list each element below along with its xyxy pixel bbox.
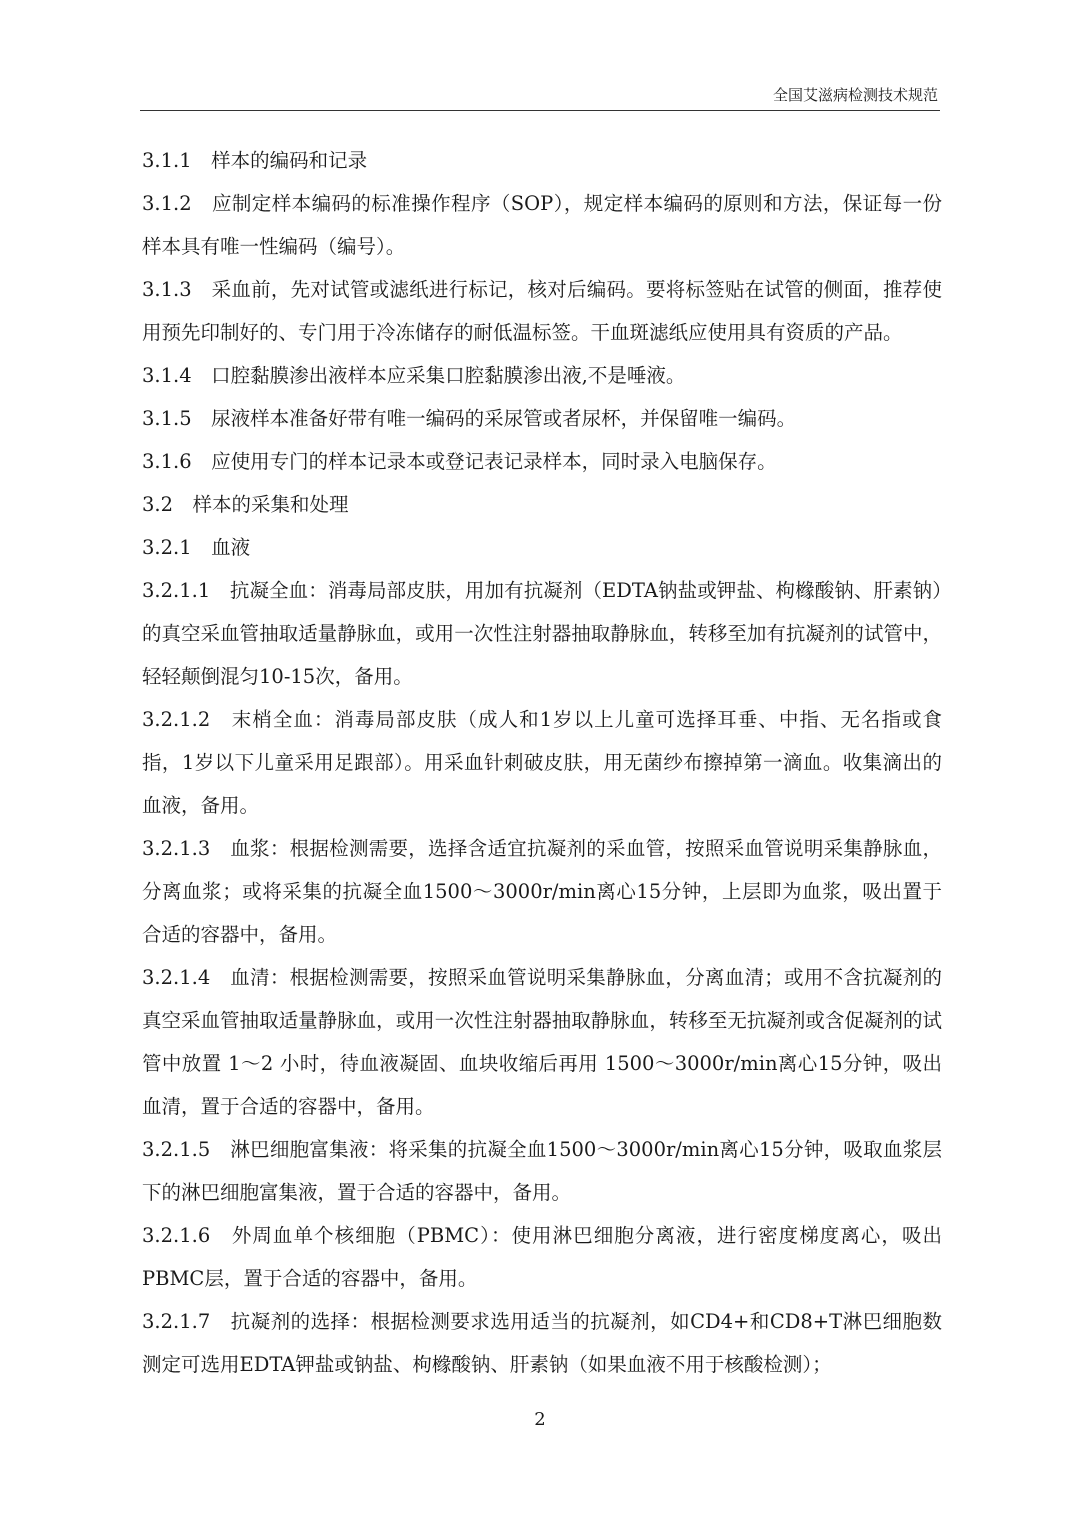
section-3-2-1-1: 3.2.1.1 抗凝全血：消毒局部皮肤，用加有抗凝剂（EDTA钠盐或钾盐、枸橼酸钠、肝素钠）的真空采血管抽取适量静脉血，或用一次性注射器抽取静脉血，转移至加有抗凝剂的试管中，轻轻颠倒混匀10-15次，备用。 <box>142 579 942 688</box>
section-3-2-1-3: 3.2.1.3 血浆：根据检测需要，选择含适宜抗凝剂的采血管，按照采血管说明采集静脉血，分离血浆；或将采集的抗凝全血1500～3000r/min离心15分钟，上层即为血浆，吸出置于合适的容器中，备用。 <box>142 837 942 946</box>
section-3-1-1: 3.1.1 样本的编码和记录 <box>142 149 368 172</box>
running-header: 全国艾滋病检测技术规范 <box>772 86 938 104</box>
section-3-2-1-4: 3.2.1.4 血清：根据检测需要，按照采血管说明采集静脉血，分离血清；或用不含抗凝剂的真空采血管抽取适量静脉血，或用一次性注射器抽取静脉血，转移至无抗凝剂或含促凝剂的试管中放置 1～2 小时，待血液凝固、血块收缩后再用 1500～3000r/min离心15分钟，吸出血清，置于合适的容器中，备用。 <box>142 966 942 1118</box>
header-rule <box>140 110 940 111</box>
section-3-1-6: 3.1.6 应使用专门的样本记录本或登记表记录样本，同时录入电脑保存。 <box>142 450 777 473</box>
section-3-2-heading: 3.2 样本的采集和处理 <box>142 493 349 516</box>
section-3-2-1-heading: 3.2.1 血液 <box>142 536 251 559</box>
page-number: 2 <box>534 1409 546 1430</box>
section-3-1-4: 3.1.4 口腔黏膜渗出液样本应采集口腔黏膜渗出液,不是唾液。 <box>142 364 686 387</box>
section-3-2-1-6: 3.2.1.6 外周血单个核细胞（PBMC）：使用淋巴细胞分离液，进行密度梯度离心，吸出PBMC层，置于合适的容器中，备用。 <box>142 1224 942 1290</box>
section-3-1-2: 3.1.2 应制定样本编码的标准操作程序（SOP），规定样本编码的原则和方法，保证每一份样本具有唯一性编码（编号）。 <box>142 192 942 258</box>
section-3-1-5: 3.1.5 尿液样本准备好带有唯一编码的采尿管或者尿杯，并保留唯一编码。 <box>142 407 797 430</box>
section-3-2-1-7: 3.2.1.7 抗凝剂的选择：根据检测要求选用适当的抗凝剂，如CD4+和CD8+T淋巴细胞数测定可选用EDTA钾盐或钠盐、枸橼酸钠、肝素钠（如果血液不用于核酸检测）； <box>142 1310 942 1376</box>
section-3-2-1-2: 3.2.1.2 末梢全血：消毒局部皮肤（成人和1岁以上儿童可选择耳垂、中指、无名指或食指，1岁以下儿童采用足跟部）。用采血针刺破皮肤，用无菌纱布擦掉第一滴血。收集滴出的血液，备用。 <box>142 708 942 817</box>
section-3-2-1-5: 3.2.1.5 淋巴细胞富集液：将采集的抗凝全血1500～3000r/min离心15分钟，吸取血浆层下的淋巴细胞富集液，置于合适的容器中，备用。 <box>142 1138 942 1204</box>
document-body <box>142 139 942 1386</box>
section-3-1-3: 3.1.3 采血前，先对试管或滤纸进行标记，核对后编码。要将标签贴在试管的侧面，推荐使用预先印制好的、专门用于冷冻储存的耐低温标签。干血斑滤纸应使用具有资质的产品。 <box>142 278 942 344</box>
